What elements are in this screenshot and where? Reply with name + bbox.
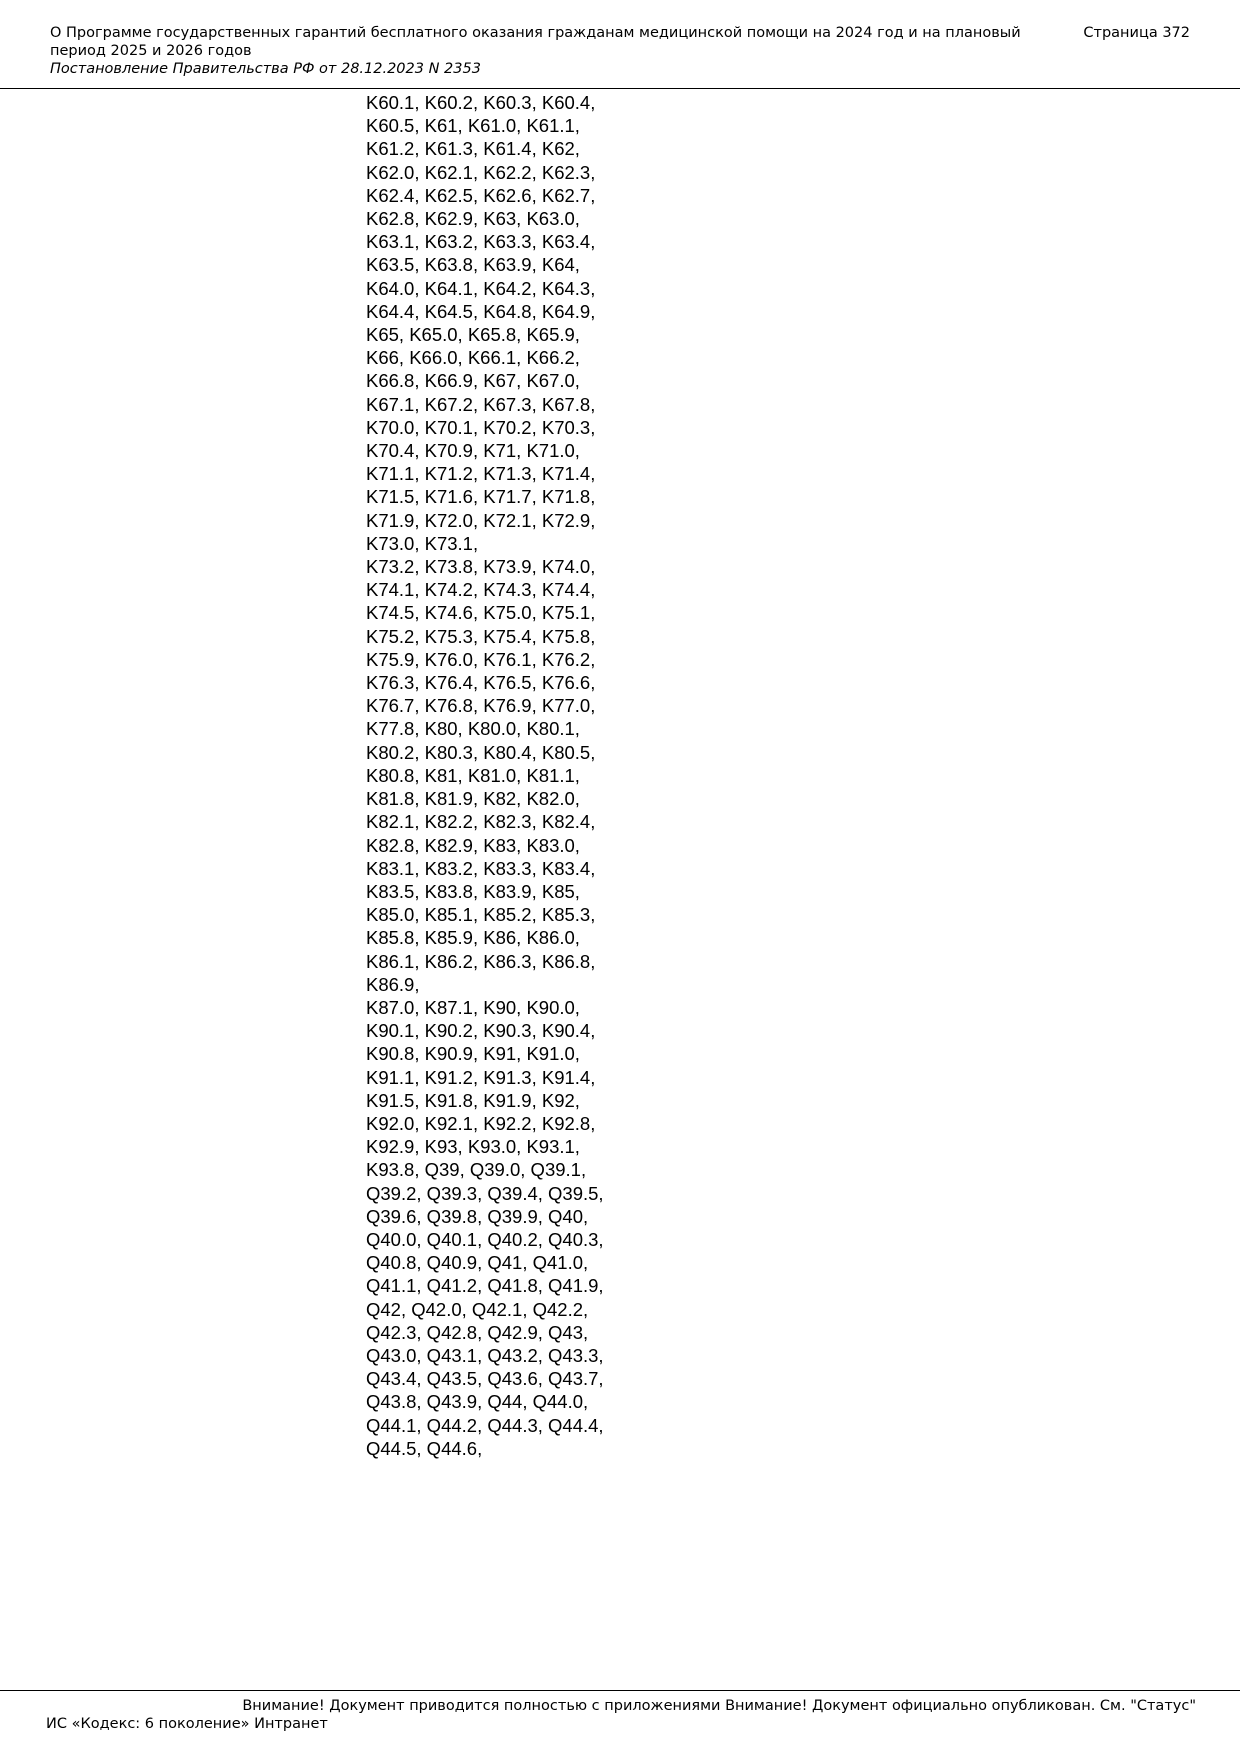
code-line: K75.9, K76.0, K76.1, K76.2, [366,648,596,670]
code-line: K91.1, K91.2, K91.3, K91.4, [366,1066,596,1088]
code-line: K64.0, K64.1, K64.2, K64.3, [366,277,596,299]
code-line: K67.1, K67.2, K67.3, K67.8, [366,393,596,415]
code-line: Q39.2, Q39.3, Q39.4, Q39.5, [366,1182,604,1204]
footer-system-name: ИС «Кодекс: 6 поколение» Интранет [46,1716,328,1732]
code-line: K80.8, K81, K81.0, K81.1, [366,764,580,786]
code-line: K74.5, K74.6, K75.0, K75.1, [366,602,596,624]
code-line: K63.5, K63.8, K63.9, K64, [366,254,580,276]
code-line: K86.1, K86.2, K86.3, K86.8, [366,950,596,972]
code-line: K81.8, K81.9, K82, K82.0, [366,788,580,810]
code-line: K80.2, K80.3, K80.4, K80.5, [366,741,596,763]
code-line: K85.8, K85.9, K86, K86.0, [366,927,580,949]
code-line: K71.5, K71.6, K71.7, K71.8, [366,486,596,508]
code-line: K65, K65.0, K65.8, K65.9, [366,324,580,346]
code-line: K62.8, K62.9, K63, K63.0, [366,208,580,230]
code-line: K62.4, K62.5, K62.6, K62.7, [366,184,596,206]
code-line: K87.0, K87.1, K90, K90.0, [366,996,580,1018]
document-title: О Программе государственных гарантий бесплатного оказания гражданам медицинской помощи на 2024 год и на плановый период 2025 и 2026 годов [50,25,1021,59]
page-number: Страница 372 [1083,25,1190,41]
footer-divider [0,1690,1240,1691]
code-line: K66, K66.0, K66.1, K66.2, [366,347,580,369]
code-line: K91.5, K91.8, K91.9, K92, [366,1089,580,1111]
code-line: K74.1, K74.2, K74.3, K74.4, [366,579,596,601]
code-line: K62.0, K62.1, K62.2, K62.3, [366,161,596,183]
code-line: K60.1, K60.2, K60.3, K60.4, [366,92,596,113]
code-line: Q43.4, Q43.5, Q43.6, Q43.7, [366,1368,604,1390]
code-line: K83.5, K83.8, K83.9, K85, [366,880,580,902]
code-line: Q44.1, Q44.2, Q44.3, Q44.4, [366,1414,604,1436]
page-header [50,24,1190,78]
code-line: Q39.6, Q39.8, Q39.9, Q40, [366,1205,589,1227]
code-line: K92.0, K92.1, K92.2, K92.8, [366,1112,596,1134]
page-footer [46,1697,1196,1733]
footer-notice: Внимание! Документ приводится полностью с приложениями Внимание! Документ официально опубликован. См. "Статус" [242,1698,1196,1714]
code-line: K82.8, K82.9, K83, K83.0, [366,834,580,856]
code-line: K77.8, K80, K80.0, K80.1, [366,718,580,740]
code-line: K75.2, K75.3, K75.4, K75.8, [366,625,596,647]
code-line: K76.7, K76.8, K76.9, K77.0, [366,695,596,717]
code-line: Q44.5, Q44.6, [366,1437,483,1459]
code-line: K82.1, K82.2, K82.3, K82.4, [366,811,596,833]
code-line: K90.8, K90.9, K91, K91.0, [366,1043,580,1065]
code-line: Q43.0, Q43.1, Q43.2, Q43.3, [366,1344,604,1366]
code-line: K92.9, K93, K93.0, K93.1, [366,1136,580,1158]
code-line: K90.1, K90.2, K90.3, K90.4, [366,1020,596,1042]
code-line: Q43.8, Q43.9, Q44, Q44.0, [366,1391,589,1413]
code-line: K61.2, K61.3, K61.4, K62, [366,138,580,160]
code-line: Q41.1, Q41.2, Q41.8, Q41.9, [366,1275,604,1297]
code-line: K85.0, K85.1, K85.2, K85.3, [366,904,596,926]
code-line: Q40.0, Q40.1, Q40.2, Q40.3, [366,1228,604,1250]
code-line: K60.5, K61, K61.0, K61.1, [366,115,580,137]
code-line: K66.8, K66.9, K67, K67.0, [366,370,580,392]
code-line: Q40.8, Q40.9, Q41, Q41.0, [366,1252,589,1274]
code-line: K71.1, K71.2, K71.3, K71.4, [366,463,596,485]
code-line: K71.9, K72.0, K72.1, K72.9, [366,509,596,531]
diagnosis-code-list [366,91,604,1460]
code-line: K73.2, K73.8, K73.9, K74.0, [366,556,596,578]
code-line: K70.0, K70.1, K70.2, K70.3, [366,416,596,438]
code-line: K76.3, K76.4, K76.5, K76.6, [366,672,596,694]
code-line: K86.9, [366,973,420,995]
code-line: K93.8, Q39, Q39.0, Q39.1, [366,1159,587,1181]
code-line: Q42, Q42.0, Q42.1, Q42.2, [366,1298,589,1320]
code-line: K64.4, K64.5, K64.8, K64.9, [366,300,596,322]
header-divider [0,88,1240,89]
document-subtitle: Постановление Правительства РФ от 28.12.2023 N 2353 [50,61,481,77]
code-line: K70.4, K70.9, K71, K71.0, [366,440,580,462]
code-line: K63.1, K63.2, K63.3, K63.4, [366,231,596,253]
code-line: Q42.3, Q42.8, Q42.9, Q43, [366,1321,589,1343]
code-line: K83.1, K83.2, K83.3, K83.4, [366,857,596,879]
code-line: K73.0, K73.1, [366,532,479,554]
